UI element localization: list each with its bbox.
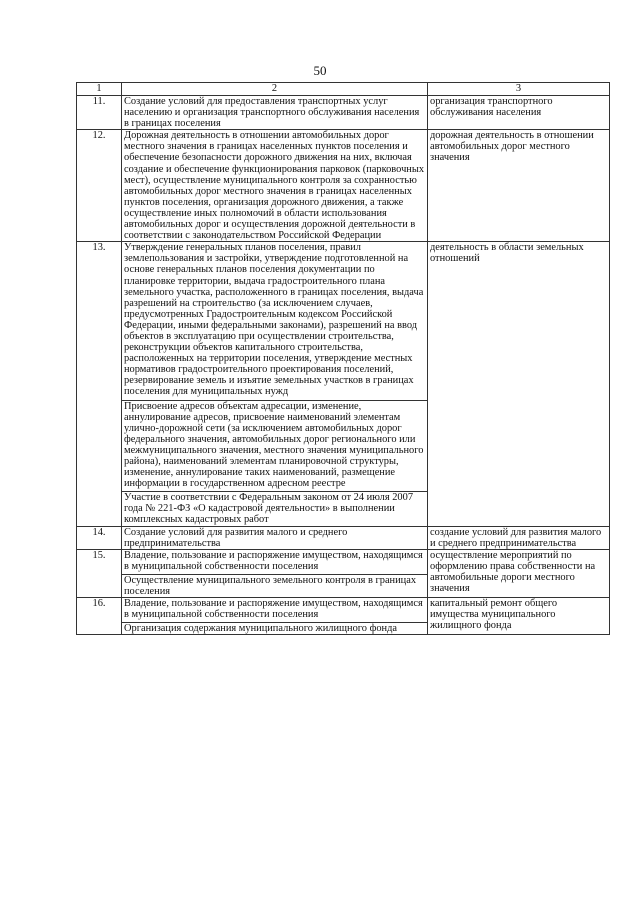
column-header-3: 3 (428, 83, 610, 96)
row-number: 12. (77, 130, 122, 242)
power-description (122, 549, 428, 597)
power-description (122, 242, 428, 526)
power-item: Владение, пользование и распоряжение имуществом, находящимся в муниципальной собственности поселения (124, 549, 423, 572)
row-number: 14. (77, 526, 122, 549)
power-item: Создание условий для развития малого и среднего предпринимательства (124, 526, 348, 549)
row-number: 15. (77, 549, 122, 597)
table-row (77, 526, 610, 549)
power-item: Утверждение генеральных планов поселения, правил землепользования и застройки, утверждение подготовленной на основе генеральных планов поселения документации по планировке территории, выдача градостроительного плана земельного участка, расположенного в границах поселения, выдача разрешений на строительство (за исключением случаев, предусмотренных Градостроительным кодексом Российской Федерации, иными федеральными законами), разрешений на ввод объектов в эксплуатацию при осуществлении строительства, реконструкции объектов капитального строительства, расположенных на территории поселения, утверждение местных нормативов градостроительного проектирования поселений, резервирование земель и изъятие земельных участков в границах поселения для муниципальных нужд (124, 242, 424, 398)
power-item: Владение, пользование и распоряжение имуществом, находящимся в муниципальной собственности поселения (124, 598, 423, 621)
power-item: Дорожная деятельность в отношении автомобильных дорог местного значения в границах населенных пунктов поселения и обеспечение безопасности дорожного движения на них, включая создание и обеспечение функционирования парковок (парковочных мест), осуществление муниципального контроля за сохранностью автомобильных дорог местного значения в границах населенных пунктов поселения, организация дорожного движения, а также осуществление иных полномочий в области использования автомобильных дорог и осуществления дорожной деятельности в соответствии с законодательством Российской Федерации (124, 130, 425, 242)
table-row (77, 96, 610, 130)
row-number: 11. (77, 96, 122, 130)
power-description (122, 598, 428, 635)
activity-category: организация транспортного обслуживания населения (428, 96, 610, 130)
table-row (77, 242, 610, 526)
power-description (122, 526, 428, 549)
activity-category: дорожная деятельность в отношении автомобильных дорог местного значения (428, 130, 610, 242)
table-header-row (77, 83, 610, 96)
power-item: Организация содержания муниципального жилищного фонда (122, 622, 427, 634)
table-row (77, 130, 610, 242)
powers-table (76, 82, 610, 635)
power-item: Создание условий для предоставления транспортных услуг населению и организация транспортного обслуживания населения в границах поселения (124, 96, 420, 130)
power-item: Осуществление муниципального земельного контроля в границах поселения (122, 574, 427, 597)
activity-category: деятельность в области земельных отношений (428, 242, 610, 526)
activity-category: осуществление мероприятий по оформлению права собственности на автомобильные дороги местного значения (428, 549, 610, 597)
table-row (77, 549, 610, 597)
row-number: 13. (77, 242, 122, 526)
activity-category: капитальный ремонт общего имущества муниципального жилищного фонда (428, 598, 610, 635)
column-header-2: 2 (122, 83, 428, 96)
activity-category: создание условий для развития малого и среднего предпринимательства (428, 526, 610, 549)
power-item: Участие в соответствии с Федеральным законом от 24 июля 2007 года № 221-ФЗ «О кадастровой деятельности» в выполнении комплексных кадастровых работ (122, 491, 427, 525)
power-description (122, 96, 428, 130)
page-number: 50 (313, 63, 327, 78)
power-description (122, 130, 428, 242)
row-number: 16. (77, 598, 122, 635)
column-header-1: 1 (77, 83, 122, 96)
power-item: Присвоение адресов объектам адресации, изменение, аннулирование адресов, присвоение наименований элементам улично-дорожной сети (за исключением автомобильных дорог федерального значения, автомобильных дорог регионального или межмуниципального значения, местного значения муниципального района), наименований элементам планировочной структуры, изменение, аннулирование таких наименований, размещение информации в государственном адресном реестре (122, 400, 427, 490)
table-row (77, 598, 610, 635)
